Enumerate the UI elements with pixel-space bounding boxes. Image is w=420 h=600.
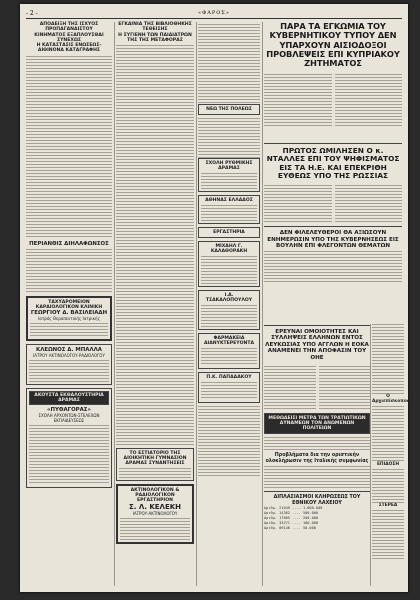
story-dulles-headline: ΠΡΩΤΟΣ ΩΜΙΛΗΣΕΝ Ο κ. ΝΤΑΛΛΕΣ ΕΠΙ ΤΟΥ ΨΗΦΙΣΜΑΤΟΣ ΕΙΣ ΤΑ Η.Ε. ΚΑΙ ΕΠΕΚΡΙΘΗ ΕΥΘΕΩΣ ΥΠΟ ΤΗΣ ΡΩΣΣΙΑΣ xyxy=(266,146,400,180)
lead-story xyxy=(264,22,402,134)
story-liberals-rule xyxy=(264,226,402,227)
lottery-row: Αριθμ. 33271 .... 100.000 xyxy=(264,520,319,525)
story-eoka-body-col-2 xyxy=(319,366,371,410)
story-eoka-body-col-1 xyxy=(264,366,316,410)
ad-lab-title: ΑΚΤΙΝΟΛΟΓΙΚΟΝ & ΡΑΔΙΟΛΟΓΙΚΟΝ ΕΡΓΑΣΤΗΡΙΟΝ xyxy=(130,488,180,504)
story-dulles xyxy=(264,140,402,318)
box-city xyxy=(198,104,260,115)
lottery-row: Αριθμ. 21049 .... 1.000.000 xyxy=(264,506,323,511)
story-liberals-body xyxy=(264,251,402,283)
ad-lab-line: ΙΑΤΡΟΥ-ΑΚΤΙΝΟΛΟΓΟΥ xyxy=(132,511,178,517)
ad-lab xyxy=(116,484,194,544)
lead-body-col-2 xyxy=(335,74,403,126)
lottery-table xyxy=(264,506,370,530)
lottery-rule xyxy=(264,491,370,492)
page-number: - 2 - xyxy=(26,10,38,17)
ad-cardiology-doctor: ΓΕΩΡΓΙΟΥ Δ. ΒΑΣΙΛΕΙΑΔΗ xyxy=(30,309,108,316)
page-header xyxy=(26,10,402,18)
box-tsakalopoulos-title: Ι.Α. ΤΣΑΚΑΛΟΠΟΥΛΟΥ xyxy=(205,293,253,303)
article-2-subtitle: Η ΣΥΓΙΕΝΗ ΤΩΝ ΠΑΙΔΙΑΤΡΩΝ ΤΗΣ ΤΗΣ ΜΕΤΑΦΟΡΑΣ xyxy=(118,32,192,43)
box-tsakalopoulos xyxy=(198,290,260,330)
story-eoka-headline: ΕΡΕΥΝΑΙ ΟΜΟΙΟΤΗΤΕΣ ΚΑΙ ΣΥΛΛΗΨΕΙΣ ΕΛΛΗΝΩΝ ΕΝΤΟΣ ΛΕΥΚΩΣΙΑΣ ΥΠΟ ΑΓΓΛΩΝ Η ΕΟΚΑ ΑΝΑΜΕΝΕΙ ΤΗΝ ΑΠΟΦΑΣΙΝ ΤΟΥ ΟΗΕ xyxy=(265,329,369,361)
side-text-middle xyxy=(372,406,404,462)
italy-headline: Προβλήματα δια την οριστικήν ολοκλήρωσιν της Ιταλικής συμφωνίας xyxy=(265,453,369,464)
box-kalathorakis-body xyxy=(201,256,257,284)
box-athens-title: ΑΘΗΝΑΣ ΕΛΛΑΔΟΣ xyxy=(205,198,253,203)
side-column xyxy=(372,322,410,588)
masthead: «ΦΑΡΟΣ» xyxy=(198,10,230,16)
article-2-title: ΕΓΚΑΙΝΙΑ ΤΗΣ ΒΙΒΛΙΟΘΗΚΗΣ ΤΕΘΕΙΣΗΣ xyxy=(118,22,192,33)
story-banner xyxy=(264,413,370,434)
box-papadakou-body xyxy=(201,382,257,400)
ad-lab-body xyxy=(120,518,190,540)
ad-lab-doctor: Σ. Λ. ΚΕΛΕΚΗ xyxy=(128,503,182,512)
italy-body xyxy=(264,466,370,488)
box-papadakou xyxy=(198,372,260,403)
box-rhythm-title: ΣΧΟΛΗ ΡΥΘΜΙΚΗΣ ΔΡΑΜΑΣ xyxy=(205,161,253,171)
notice-body xyxy=(26,249,112,293)
ad-cardiology-title: ΤΑΧΥΔΡΟΜΕΙΟΝ ΚΑΡΔΙΟΛΟΓΙΚΟΝ ΚΛΙΝΙΚΗ xyxy=(35,299,103,310)
box-athens xyxy=(198,195,260,224)
side-head-archbishop: Ο Αρχιεπίσκοπος xyxy=(372,394,410,404)
ad-radiology xyxy=(26,344,112,385)
box-pharmacies xyxy=(198,333,260,369)
story-dulles-body-col-2 xyxy=(335,185,403,223)
story-banner-text: ΜΕΘΩΔΕΙΣΙ ΜΕΤΡΑ ΤΩΝ ΤΡΑΤΙΩΤΙΚΩΝ ΔΥΝΑΜΕΩΝ ΤΟΝ ΑΝΩΜΕΝΩΝ ΠΟΛΙΤΕΙΩΝ xyxy=(268,416,366,432)
box-labs-title: ΕΡΓΑΣΤΗΡΙΑ xyxy=(213,230,245,235)
story-banner-body xyxy=(264,437,370,451)
box-kalathorakis-title: ΜΙΧΑΗΛ Γ. ΚΑΛΑΘΟΡΑΚΗ xyxy=(210,244,248,254)
ad-gymnasium-body xyxy=(119,468,191,478)
story-liberals-headline: ΔΕΝ ΦΙΛΕΛΕΥΘΕΡΟΙ ΘΑ ΑΞΙΩΣΟΥΝ ΕΝΗΜΕΡΩΣΙΝ ΥΠΟ ΤΗΣ ΚΥΒΕΡΝΗΣΕΩΣ ΕΙΣ ΒΟΥΛΗΝ ΕΠΙ ΦΛΕΓΟΝΤΩΝ ΘΕΜΑΤΩΝ xyxy=(267,230,399,249)
story-dulles-body-col-1 xyxy=(264,185,332,223)
ad-school-line: ΣΧΟΛΗ ΑΡΧΟΝΤΩΝ-ΣΤΕΛΕΧΩΝ ΕΚΠΑΙΔΕΥΣΕΩΣ xyxy=(38,412,100,423)
article-1-subtitle: ΚΙΝΗΜΑΤΟΣ ΕΞΑΠΛΟΥΣΘΑΙ ΣΥΝΕΧΩΣ xyxy=(34,32,104,43)
column-3-text-a xyxy=(198,118,260,158)
side-text-bottom xyxy=(372,510,404,560)
ad-school xyxy=(26,388,112,488)
ad-gymnasium xyxy=(116,448,194,481)
box-pharmacies-title: ΦΑΡΜΑΚΕΙΑ ΔΙΑΝΥΚΤΕΡΕΥΟΝΤΑ xyxy=(203,336,255,346)
side-text-top xyxy=(372,324,404,394)
ad-radiology-body xyxy=(29,360,109,382)
side-text-lower xyxy=(372,469,404,503)
story-dulles-rule xyxy=(264,143,402,144)
box-kalathorakis xyxy=(198,241,260,287)
story-eoka-rule xyxy=(264,325,370,326)
notice-title: ΠΕΡΙΑΝΘΙΣ ΔΙΗΛΑΦΩΝΣΟΣ xyxy=(29,240,109,247)
column-1 xyxy=(26,22,112,586)
column-divider-1 xyxy=(114,22,115,586)
column-2 xyxy=(116,22,194,586)
side-head-stereas: ΣΤΕΡΕΑ xyxy=(378,503,398,508)
notice xyxy=(26,241,112,293)
lead-body xyxy=(264,72,402,126)
newspaper-page xyxy=(20,4,408,592)
column-3-text-top xyxy=(198,24,260,104)
box-labs xyxy=(198,227,260,238)
article-1 xyxy=(26,22,112,238)
box-athens-body xyxy=(201,205,257,221)
box-tsakalopoulos-body xyxy=(201,305,257,327)
ad-school-name: «ΠΥΘΑΓΟΡΑΣ» xyxy=(47,406,91,413)
lottery-title: ΔΙΠΛΑΣΙΑΣΜΟΙ ΚΛΗΡΩΣΕΩΣ ΤΟΥ ΕΘΝΙΚΟΥ ΛΑΧΕΙΟΥ xyxy=(273,495,361,506)
ad-school-body xyxy=(29,425,109,485)
story-eoka-body xyxy=(264,364,370,410)
box-rhythm xyxy=(198,158,260,192)
column-divider-3 xyxy=(262,22,263,586)
lottery-row: Αριθμ. 09146 .... 50.000 xyxy=(264,525,316,530)
article-1-title: ΑΠΟΔΕΙΞΗ ΤΗΣ ΙΣΧΥΟΣ ΠΡΟΠΑΓΑΝΔΙΣΤΟΥ xyxy=(39,22,99,33)
ad-gymnasium-title: ΤΟ ΕΣΤΙΑΤΟΡΙΟ ΤΗΣ ΔΙΟΙΚΗΤΙΚΗ ΓΥΜΝΑΣΙΟΝ ΔΡΑΜΑΣ ΣΥΝΑΝΤΗΣΕΙΣ xyxy=(123,451,187,467)
ad-school-banner xyxy=(29,391,109,405)
ad-school-title: ΑΚΟΥΣΤΑ ΕΚΘΑΛΟΥΣΤΗΡΙΑ ΔΡΑΜΑΣ xyxy=(34,392,104,403)
ad-cardiology-line: Ιατρός Θεραπευτικής Ιατρικής xyxy=(38,315,100,321)
box-papadakou-title: Π.Κ. ΠΑΠΑΔΑΚΟΥ xyxy=(206,375,252,380)
article-2 xyxy=(116,22,194,445)
lottery-row: Αριθμ. 17805 .... 200.000 xyxy=(264,515,319,520)
lottery-row: Αριθμ. 14362 .... 500.000 xyxy=(264,511,319,516)
ad-cardiology-body xyxy=(30,323,108,337)
column-divider-4 xyxy=(370,324,371,586)
header-rule xyxy=(26,18,402,19)
ad-radiology-line: ΙΑΤΡΟΥ ΑΚΤΙΝΟΛΟΓΟΥ-ΡΑΔΙΟΛΟΓΟΥ xyxy=(33,352,105,358)
box-city-title: ΝΕΩ ΤΗΣ ΠΟΛΕΩΣ xyxy=(206,107,252,112)
box-pharmacies-body xyxy=(201,348,257,366)
article-1-body xyxy=(26,56,112,238)
article-2-body xyxy=(116,45,194,445)
side-head-delivery: ΕΠΙΔΟΣΗ xyxy=(376,462,400,467)
column-3-text-bottom xyxy=(198,406,260,476)
column-3 xyxy=(198,22,260,586)
ad-radiology-doctor: ΚΛΕΩΝΟΣ Δ. ΜΠΑΛΛΑ xyxy=(36,346,102,353)
lead-body-col-1 xyxy=(264,74,332,126)
story-dulles-body xyxy=(264,183,402,223)
box-rhythm-body xyxy=(201,173,257,189)
ad-cardiology xyxy=(26,296,112,341)
column-divider-2 xyxy=(196,22,197,586)
article-1-kicker: Η ΚΑΤΑΣΤΑΣΙΣ ΕΝΩΣΕΩΣ-ΑΙΘΙΝΟΝΑ ΚΑΤΑΓΡΑΦΗΣ xyxy=(36,43,102,54)
lead-headline: ΠΑΡΑ ΤΑ ΕΓΚΩΜΙΑ ΤΟΥ ΚΥΒΕΡΝΗΤΙΚΟΥ ΤΥΠΟΥ ΔΕΝ ΥΠΑΡΧΟΥΝ ΑΙΣΙΟΔΟΞΟΙ ΠΡΟΒΛΕΨΕΙΣ ΕΠΙ ΚΥΠΡΙΑΚΟΥ ΖΗΤΗΜΑΤΟΣ xyxy=(266,21,400,69)
story-eoka xyxy=(264,322,370,588)
